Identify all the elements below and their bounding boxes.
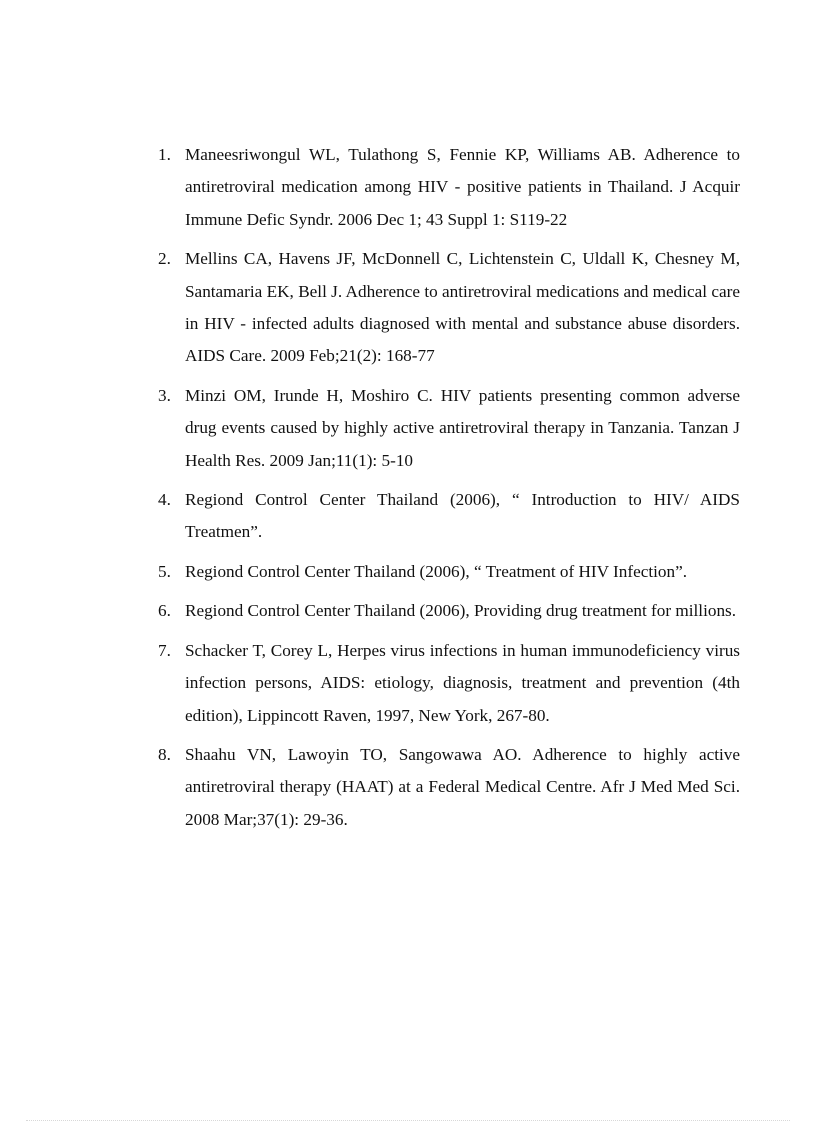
reference-item-1 (158, 139, 740, 236)
reference-text: Minzi OM, Irunde H, Moshiro C. HIV patients presenting common adverse drug events caused by highly active antiretroviral therapy in Tanzania. Tanzan J Health Res. 2009 Jan;11(1): 5-10 (185, 385, 740, 470)
reference-number: 1. (158, 145, 171, 164)
reference-list (158, 139, 740, 843)
reference-item-5 (158, 556, 740, 588)
reference-number: 8. (158, 744, 171, 764)
reference-number: 2. (158, 249, 171, 269)
reference-text: Shaahu VN, Lawoyin TO, Sangowawa AO. Adherence to highly active antiretroviral therapy (HAAT) at a Federal Medical Centre. Afr J Med Med Sci. 2008 Mar;37(1): 29-36. (185, 744, 740, 829)
reference-text: Mellins CA, Havens JF, McDonnell C, Lichtenstein C, Uldall K, Chesney M, Santamaria EK, Bell J. Adherence to antiretroviral medications and medical care in HIV - infected adults diagnosed with mental and substance abuse disorders. AIDS Care. 2009 Feb;21(2): 168-77 (185, 249, 740, 366)
reference-text: Maneesriwongul WL, Tulathong S, Fennie KP, Williams AB. Adherence to antiretroviral medication among HIV - positive patients in Thailand. J Acquir Immune Defic Syndr. 2006 Dec 1; 43 Suppl 1: S119-22 (185, 145, 740, 229)
reference-number: 3. (158, 385, 171, 405)
reference-number: 7. (158, 640, 171, 660)
reference-number: 5. (158, 561, 171, 581)
reference-item-8 (158, 739, 740, 836)
reference-item-4 (158, 484, 740, 549)
reference-item-2 (158, 243, 740, 373)
reference-item-6 (158, 595, 740, 627)
reference-text: Schacker T, Corey L, Herpes virus infections in human immunodeficiency virus infection persons, AIDS: etiology, diagnosis, treatment and prevention (4th edition), Lippincott Raven, 1997, New York, 267-80. (185, 640, 740, 725)
reference-text: Regiond Control Center Thailand (2006), “ Introduction to HIV/ AIDS Treatmen”. (185, 490, 740, 542)
reference-text: Regiond Control Center Thailand (2006), Providing drug treatment for millions. (185, 601, 737, 621)
page-bottom-divider (26, 1120, 790, 1121)
reference-item-3 (158, 380, 740, 477)
reference-number: 4. (158, 490, 171, 510)
reference-item-7 (158, 635, 740, 732)
reference-text: Regiond Control Center Thailand (2006), “ Treatment of HIV Infection”. (185, 561, 687, 581)
reference-number: 6. (158, 601, 171, 621)
